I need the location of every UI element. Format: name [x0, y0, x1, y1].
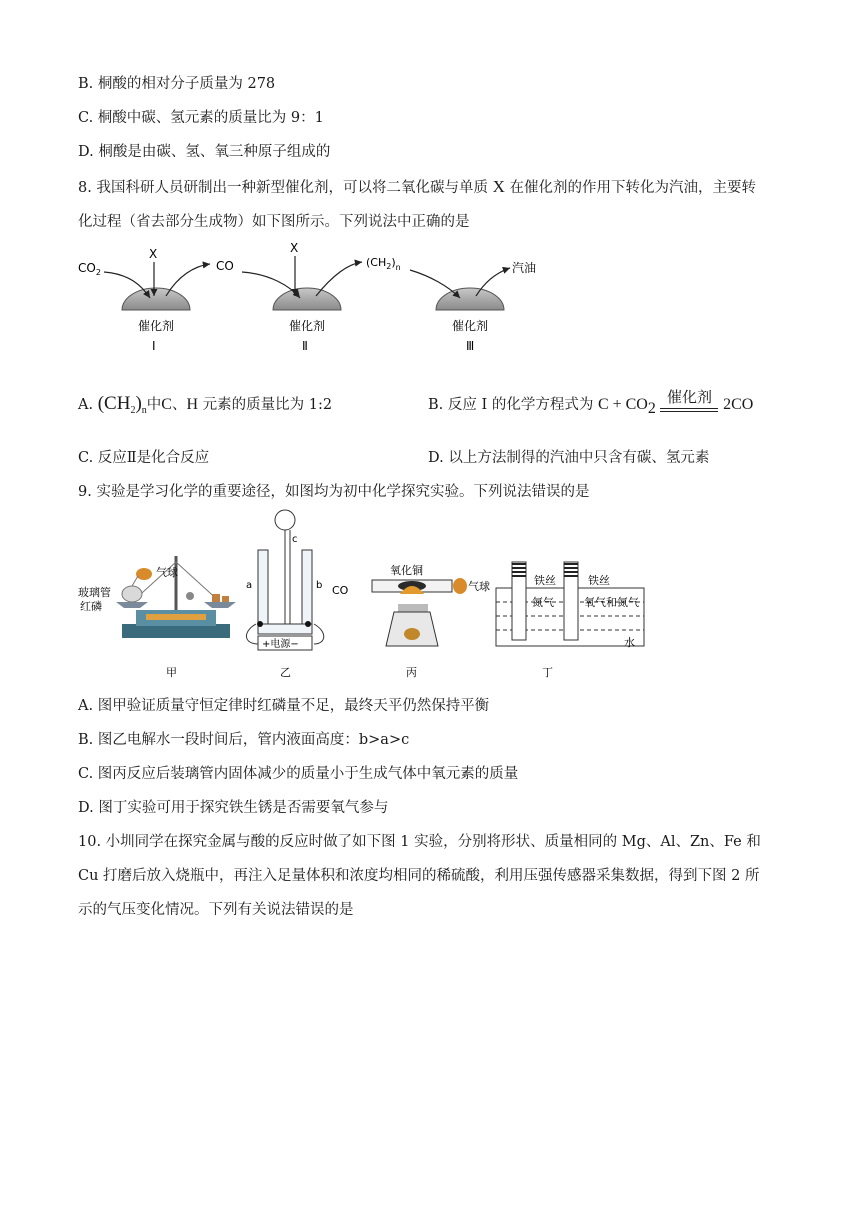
svg-text:丁: 丁	[542, 666, 553, 679]
svg-text:丙: 丙	[406, 666, 417, 679]
svg-text:玻璃管: 玻璃管	[78, 586, 111, 599]
q8-stem-pre: 8. 我国科研人员研制出一种新型催化剂，可以将二氧化碳与单质	[78, 180, 488, 196]
q8-option-c: C. 反应Ⅱ是化合反应	[78, 450, 210, 466]
q9-option-a: A. 图甲验证质量守恒定律时红磷量不足，最终天平仍然保持平衡	[78, 698, 490, 714]
svg-text:b: b	[316, 580, 323, 591]
q8-option-a: A. $(CH_2)_n$中C、H 元素的质量比为 1:2	[78, 393, 333, 417]
q9-option-c: C. 图丙反应后装璃管内固体减少的质量小于生成气体中氧元素的质量	[78, 766, 519, 782]
q9-option-b: B. 图乙电解水一段时间后，管内液面高度：b>a>c	[78, 732, 410, 748]
q10-stem-line2: Cu 打磨后放入烧瓶中，再注入足量体积和浓度均相同的稀硫酸，利用压强传感器采集数据，得到下图 2 所	[78, 868, 760, 884]
q8-option-d: D. 以上方法制得的汽油中只含有碳、氢元素	[428, 450, 710, 466]
svg-text:CO: CO	[332, 584, 349, 597]
q8-stem-post: 在催化剂的作用下转化为汽油，主要转	[509, 180, 756, 196]
svg-text:氧化铜: 氧化铜	[390, 564, 423, 577]
label-co2: $CO_2$	[78, 261, 101, 277]
svg-text:铁丝: 铁丝	[588, 574, 610, 587]
svg-text:乙: 乙	[280, 666, 291, 679]
q7-option-b: B. 桐酸的相对分子质量为 278	[78, 76, 276, 92]
label-ch2n: $(CH_2)_n$	[366, 256, 401, 272]
q10-stem-line3: 示的气压变化情况。下列有关说法错误的是	[78, 902, 354, 918]
q8-stem-x: X	[492, 177, 505, 196]
q8-stem-line1	[78, 176, 756, 197]
figure-yi	[246, 510, 323, 650]
q9-experiment-figures	[76, 506, 656, 684]
figure-bing	[372, 578, 467, 646]
svg-text:铁丝: 铁丝	[534, 574, 556, 587]
svg-text:水: 水	[624, 636, 635, 649]
svg-text:a: a	[246, 580, 253, 591]
stage-3: Ⅲ	[466, 339, 475, 353]
svg-text:氧气和氮气: 氧气和氮气	[584, 596, 639, 609]
q8-stem-line2: 化过程（省去部分生成物）如下图所示。下列说法中正确的是	[78, 214, 470, 230]
q8-process-diagram	[70, 236, 570, 366]
svg-text:甲: 甲	[166, 666, 177, 679]
q7-option-d: D. 桐酸是由碳、氢、氧三种原子组成的	[78, 144, 331, 160]
stage-1: Ⅰ	[152, 339, 156, 353]
label-gasoline: 汽油	[512, 261, 537, 275]
catalyst-label-2: 催化剂	[289, 319, 326, 333]
svg-text:氮气: 氮气	[532, 596, 554, 609]
q9-stem: 9. 实验是学习化学的重要途径，如图均为初中化学探究实验。下列说法错误的是	[78, 484, 590, 500]
stage-2: Ⅱ	[302, 339, 308, 353]
catalyst-dome-3	[436, 288, 504, 310]
catalyst-dome-2	[273, 288, 341, 310]
svg-text:气球: 气球	[468, 580, 490, 593]
q8-option-b: B. 反应 I 的化学方程式为 $C + CO_2$ 催化剂 2CO	[428, 387, 754, 417]
catalyst-dome-1	[122, 288, 190, 310]
svg-text:气球: 气球	[156, 566, 178, 579]
label-x1: X	[149, 247, 158, 261]
label-x2: X	[290, 241, 299, 255]
catalyst-label-1: 催化剂	[138, 319, 175, 333]
svg-text:+电源−: +电源−	[262, 639, 299, 650]
label-co: CO	[216, 259, 234, 273]
svg-text:红磷: 红磷	[80, 600, 102, 613]
q7-option-c: C. 桐酸中碳、氢元素的质量比为 9：1	[78, 110, 324, 126]
svg-text:c: c	[292, 534, 298, 545]
q10-stem-line1: 10. 小圳同学在探究金属与酸的反应时做了如下图 1 实验，分别将形状、质量相同的 Mg、Al、Zn、Fe 和	[78, 834, 761, 850]
q9-option-d: D. 图丁实验可用于探究铁生锈是否需要氧气参与	[78, 800, 389, 816]
catalyst-label-3: 催化剂	[452, 319, 489, 333]
